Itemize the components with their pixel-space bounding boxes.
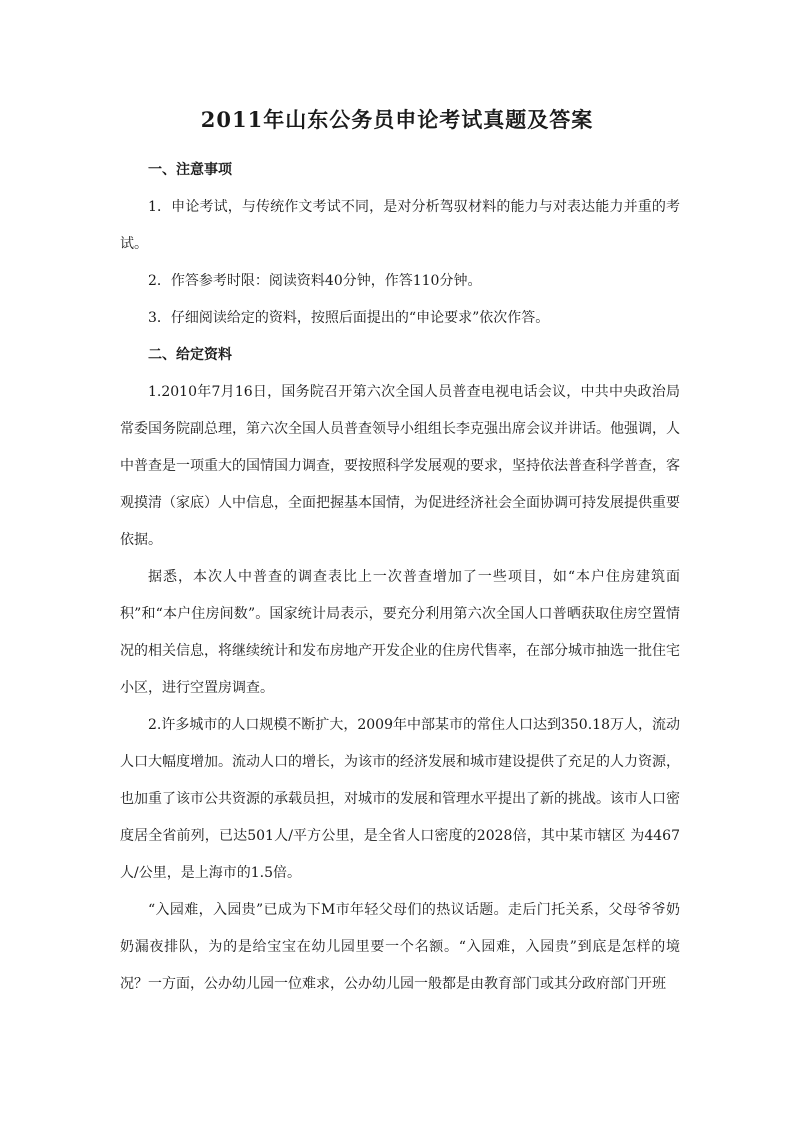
- paragraph: 2．作答参考时限：阅读资料40分钟，作答110分钟。: [148, 273, 482, 289]
- section-heading: 二、给定资料: [148, 347, 232, 363]
- document-title: 2011年山东公务员申论考试真题及答案: [200, 107, 594, 132]
- document-body: [120, 152, 680, 1003]
- paragraph: “入园难，入园贵”已成为下M市年轻父母们的热议话题。走后门托关系，父母爷爷奶奶漏夜排队，为的是给宝宝在幼儿园里要一个名额。“入园难，入园贵”到底是怎样的境况？一方面，公办幼儿园一位难求，公办幼儿园一般都是由教育部门或其分政府部门开班: [120, 902, 680, 992]
- section-heading: 一、注意事项: [148, 162, 232, 178]
- paragraph: 2.许多城市的人口规模不断扩大，2009年中部某市的常住人口达到350.18万人，流动人口大幅度增加。流动人口的增长，为该市的经济发展和城市建设提供了充足的人力资源，也加重了该市公共资源的承载员担，对城市的发展和管理水平提出了新的挑战。该市人口密度居全省前列，已达501人/平方公里，是全省人口密度的2028倍，其中某市辖区 为4467人/公里，是上海市的1.5倍。: [120, 717, 680, 881]
- paragraph: 3．仔细阅读给定的资料，按照后面提出的“申论要求”依次作答。: [148, 310, 550, 326]
- paragraph: 1.2010年7月16日，国务院召开第六次全国人员普查电视电话会议，中共中央政治局常委国务院副总理，第六次全国人员普查领导小组组长李克强出席会议并讲话。他强调，人中普查是一项重大的国情国力调查，要按照科学发展观的要求，坚持依法普查科学普查，客观摸清（家底）人中信息，全面把握基本国情，为促进经济社会全面协调可持发展提供重要依据。: [120, 384, 680, 548]
- paragraph: 1．申论考试，与传统作文考试不同，是对分析驾驭材料的能力与对表达能力并重的考试。: [120, 199, 680, 252]
- paragraph: 据悉，本次人中普查的调查表比上一次普查增加了一些项目，如“本户住房建筑面积”和“本户住房间数”。国家统计局表示，要充分利用第六次全国人口普晒获取住房空置情况的相关信息，将继续统计和发布房地产开发企业的住房代售率，在部分城市抽选一批住宅小区，进行空置房调查。: [120, 569, 680, 696]
